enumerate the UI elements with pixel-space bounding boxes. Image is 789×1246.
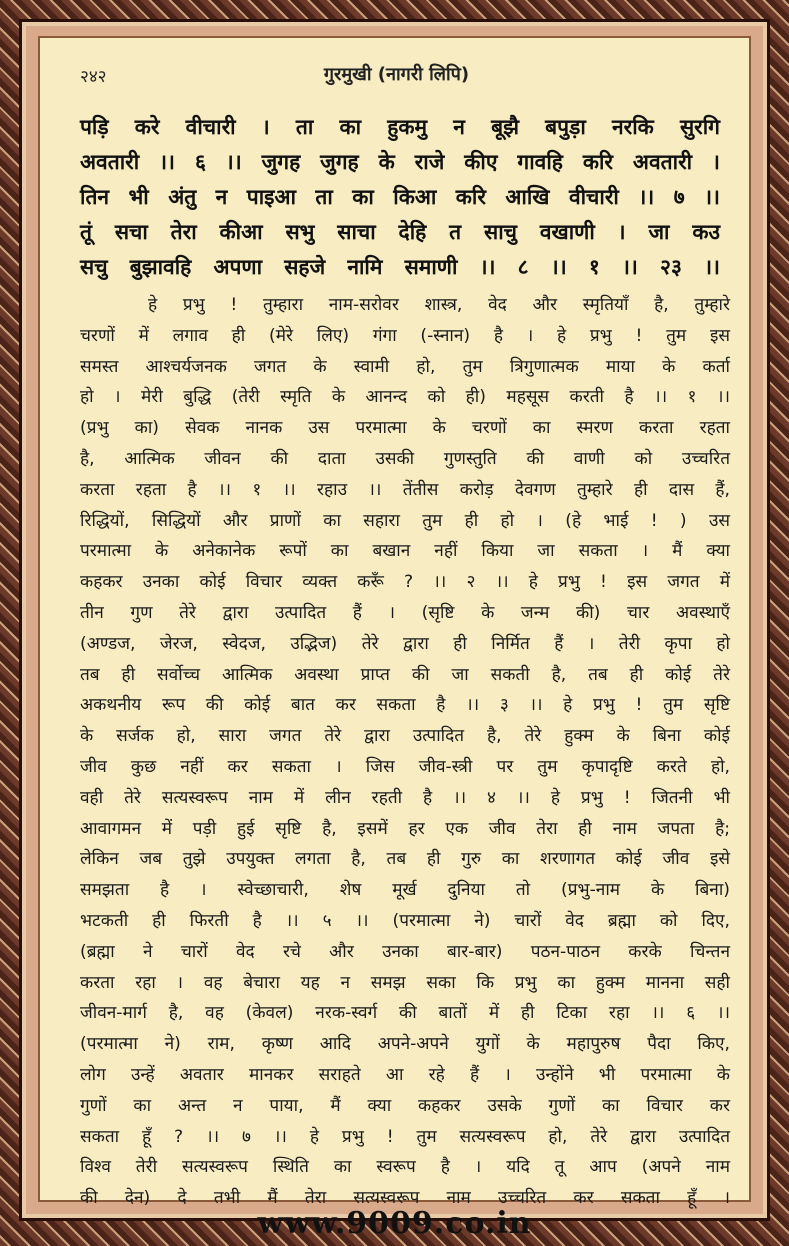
translation-line: कहकर उनका कोई विचार व्यक्त करूँ ? ।। २ ।। हे प्रभु ! इस जगत में (80, 572, 730, 593)
translation-line: करता रहता है ।। १ ।। रहाउ ।। तेंतीस करोड़ देवगण तुम्हारे ही दास हैं, (80, 479, 730, 500)
gurbani-line: सचु बुझावहि अपणा सहजे नामि समाणी ।। ८ ।। १ ।। २३ ।। (80, 255, 720, 279)
gurbani-line: पड़ि करे वीचारी । ता का हुकमु न बूझै बपुड़ा नरकि सुरगि (80, 115, 720, 139)
translation-line: के सर्जक हो, सारा जगत तेरे द्वारा उत्पादित है, तेरे हुक्म के बिना कोई (80, 726, 730, 747)
page-title: गुरमुखी (नागरी लिपि) (323, 64, 470, 85)
translation-line: (अण्डज, जेरज, स्वेदज, उद्भिज) तेरे द्वारा ही निर्मित हैं । तेरी कृपा हो (80, 633, 730, 654)
translation-line: समझता है । स्वेच्छाचारी, शेष मूर्ख दुनिया तो (प्रभु-नाम के बिना) (80, 880, 730, 901)
translation-paragraph (80, 290, 730, 1214)
translation-line: वही तेरे सत्यस्वरूप नाम में लीन रहती है ।। ४ ।। हे प्रभु ! जितनी भी (80, 787, 730, 808)
page-header (40, 60, 753, 90)
footer (0, 1206, 789, 1242)
translation-line: आवागमन में पड़ी हुई सृष्टि है, इसमें हर एक जीव तेरा ही नाम जपता है; (80, 818, 730, 839)
translation-line: करता रहा । वह बेचारा यह न समझ सका कि प्रभु का हुक्म मानना सही (80, 972, 730, 993)
translation-line: तीन गुण तेरे द्वारा उत्पादित हैं । (सृष्टि के जन्म की) चार अवस्थाएँ (80, 602, 730, 623)
website-link[interactable]: www.9009.co.in (257, 1206, 532, 1241)
gurbani-line: अवतारी ।। ६ ।। जुगह जुगह के राजे कीए गावहि करि अवतारी । (80, 150, 720, 174)
gurbani-line: तूं सचा तेरा कीआ सभु साचा देहि त साचु वखाणी । जा कउ (80, 220, 720, 244)
translation-line: लेकिन जब तुझे उपयुक्त लगता है, तब ही गुरु का शरणागत कोई जीव इसे (80, 849, 730, 870)
translation-line: (परमात्मा ने) राम, कृष्ण आदि अपने-अपने युगों के महापुरुष पैदा किए, (80, 1034, 730, 1055)
translation-line: हे प्रभु ! तुम्हारा नाम-सरोवर शास्त्र, वेद और स्मृतियाँ है, तुम्हारे (148, 295, 730, 315)
translation-line: लोग उन्हें अवतार मानकर सराहते आ रहे हैं । उन्होंने भी परमात्मा के (80, 1064, 730, 1085)
translation-line: है, आत्मिक जीवन की दाता उसकी गुणस्तुति की वाणी को उच्चरित (80, 448, 730, 469)
translation-line: गुणों का अन्त न पाया, मैं क्या कहकर उसके गुणों का विचार कर (80, 1095, 730, 1116)
translation-line: सकता हूँ ? ।। ७ ।। हे प्रभु ! तुम सत्यस्वरूप हो, तेरे द्वारा उत्पादित (80, 1126, 730, 1147)
gurbani-line: तिन भी अंतु न पाइआ ता का किआ करि आखि वीचारी ।। ७ ।। (80, 185, 720, 209)
translation-line: भटकती ही फिरती है ।। ५ ।। (परमात्मा ने) चारों वेद ब्रह्मा को दिए, (80, 910, 730, 931)
translation-line: हो । मेरी बुद्धि (तेरी स्मृति के आनन्द को ही) महसूस करती है ।। १ ।। (80, 387, 730, 408)
translation-line: तब ही सर्वोच्च आत्मिक अवस्था प्राप्त की जा सकती है, तब ही कोई तेरे (80, 664, 730, 685)
translation-line: चरणों में लगाव ही (मेरे लिए) गंगा (-स्नान) है । हे प्रभु ! तुम इस (80, 325, 730, 346)
translation-line: रिद्धियों, सिद्धियों और प्राणों का सहारा तुम ही हो । (हे भाई ! ) उस (80, 510, 730, 531)
translation-line: की देन) दे तभी मैं तेरा सत्यस्वरूप नाम उच्चरित कर सकता हूँ । (80, 1188, 730, 1209)
translation-line: जीव कुछ नहीं कर सकता । जिस जीव-स्त्री पर तुम कृपादृष्टि करते हो, (80, 756, 730, 777)
translation-line: विश्व तेरी सत्यस्वरूप स्थिति का स्वरूप है । यदि तू आप (अपने नाम (80, 1157, 730, 1178)
translation-line: परमात्मा के अनेकानेक रूपों का बखान नहीं किया जा सकता । मैं क्या (80, 541, 730, 562)
translation-line: अकथनीय रूप की कोई बात कर सकता है ।। ३ ।। हे प्रभु ! तुम सृष्टि (80, 695, 730, 716)
translation-line: (ब्रह्मा ने चारों वेद रचे और उनका बार-बार) पठन-पाठन करके चिन्तन (80, 941, 730, 962)
translation-line: (प्रभु का) सेवक नानक उस परमात्मा के चरणों का स्मरण करता रहता (80, 418, 730, 439)
gurbani-verse (80, 110, 720, 285)
page-number: २४२ (80, 67, 107, 87)
translation-line: समस्त आश्चर्यजनक जगत के स्वामी हो, तुम त्रिगुणात्मक माया के कर्ता (80, 356, 730, 377)
scripture-page (38, 36, 751, 1209)
translation-line: जीवन-मार्ग है, वह (केवल) नरक-स्वर्ग की बातों में ही टिका रहा ।। ६ ।। (80, 1003, 730, 1024)
